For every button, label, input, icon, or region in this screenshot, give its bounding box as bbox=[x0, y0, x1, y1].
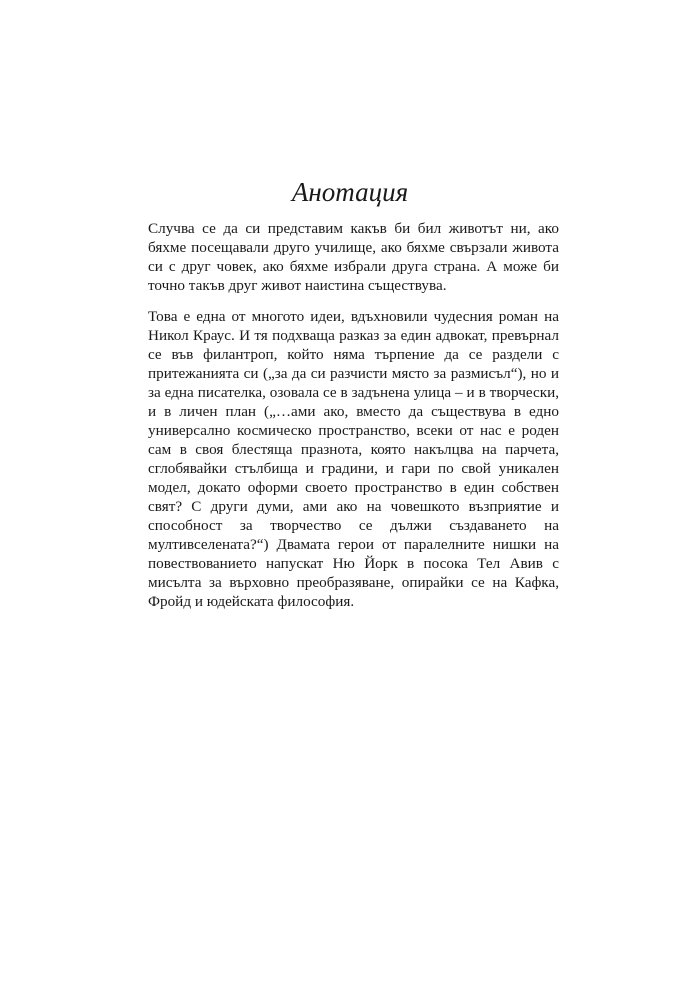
page-title: Анотация bbox=[291, 177, 409, 207]
paragraph-1: Случва се да си представим какъв би бил животът ни, ако бяхме посещавали друго училище, ако бяхме свързали живота си с друг човек, ако бяхме избрали друга страна. А може би точно такъв друг живот наистина съществува. bbox=[148, 220, 559, 294]
annotation-body bbox=[148, 219, 559, 611]
paragraph-2: Това е една от многото идеи, вдъхновили чудесния роман на Никол Краус. И тя подхваща разказ за един адвокат, превърнал се във филантроп, който няма търпение да се раздели с притежанията си („за да си разчисти място за размисъл“), но и за една писателка, озовала се в задънена улица – и в творчески, и в личен план („…ами ако, вместо да съществува в едно универсално космическо пространство, всеки от нас е роден сам в своя блестяща празнота, която накълцва на парчета, сглобявайки стълбища и градини, и гари по свой уникален модел, докато оформи своето пространство в един собствен свят? С други думи, ами ако на човешкото възприятие и способност за творчество се дължи създаването на мултивселената?“) Двамата герои от паралелните нишки на повествованието напускат Ню Йорк в посока Тел Авив с мисълта за върховно преобразяване, опирайки се на Кафка, Фройд и юдейската философия. bbox=[148, 308, 559, 610]
